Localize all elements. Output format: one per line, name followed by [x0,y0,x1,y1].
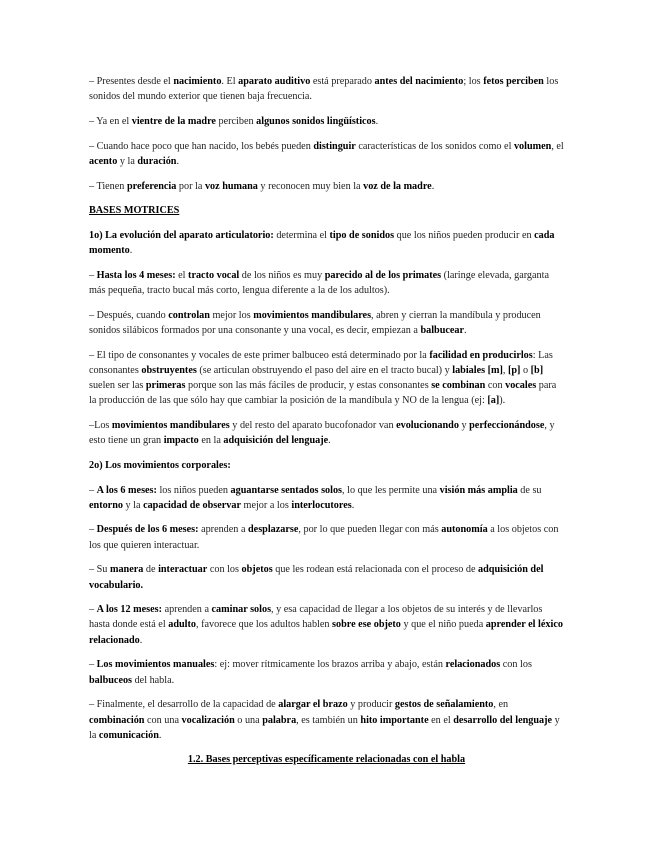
bold-text: facilidad en producirlos [429,349,533,361]
bold-text: aprender el léxico relacionado [89,619,563,646]
bold-text: alargar el brazo [278,699,348,711]
text: mejor a los [240,499,292,511]
paragraph [89,562,564,592]
bold-text: adulto [168,619,196,631]
bold-text: A los 12 meses: [96,604,163,616]
paragraph [89,657,564,687]
text: – Presentes desde el [89,76,174,87]
text: ; los [463,76,484,87]
text: – Su [89,564,110,576]
bold-text: tipo de sonidos [329,229,395,241]
text: . [328,435,331,447]
bold-text: objetos [241,564,273,576]
paragraph [89,602,564,648]
bold-text: relacionados [445,659,501,671]
text: porque son las más fáciles de producir, y estas consonantes [185,380,432,392]
text: , el [551,140,564,152]
text: , en [493,699,509,711]
bold-text: aguantarse sentados solos [230,484,343,496]
bold-text: manera [109,564,144,576]
text: con una [144,714,182,726]
text: que los niños pueden producir en [394,229,535,241]
bold-text: interlocutores [291,499,352,511]
paragraph [89,114,564,129]
bold-text: visión más amplia [439,484,518,496]
text: a los objetos con los que quieren interactuar. [89,524,559,551]
bold-text: autonomía [441,524,488,536]
bold-text: voz de la madre [363,180,432,192]
text: – [89,604,97,616]
text: perciben [215,115,257,127]
bold-text: labiales [m] [452,364,503,376]
bold-text: [p] [508,364,521,376]
bold-text: Después de los 6 meses: [96,524,199,536]
text: ). [499,395,506,407]
text: suelen ser las [89,380,146,392]
bold-text: evolucionando [396,419,459,431]
bold-text: palabra [262,714,297,726]
text: –Los [89,419,112,431]
text: los niños pueden [156,484,231,496]
text: para la producción de las que sólo hay que cambiar la posición de la mandíbula y NO de la lengua (ej: [89,380,557,407]
text: con los [207,564,242,576]
bold-text: movimientos mandibulares [253,309,372,321]
text: determina el [273,229,330,241]
bold-text: [b] [530,364,544,376]
bold-text: impacto [163,435,199,447]
text: y reconocen muy bien la [257,180,364,192]
bold-text: interactuar [158,564,208,576]
bold-text: vocalización [181,714,235,726]
text: mejor los [209,309,254,321]
text: . [431,180,435,192]
text: está preparado [310,76,375,87]
text: . [375,115,379,127]
section-2-title: 2o) Los movimientos corporales: [89,459,231,471]
bold-text: controlan [168,309,210,321]
text: (laringe elevada, garganta más pequeña, tracto bucal más corto, lengua diferente a la de los adultos). [89,269,549,297]
text: aprenden a [198,524,249,536]
text: – Finalmente, el desarrollo de la capacidad de [89,699,279,711]
text: . [158,729,162,741]
bold-text: comunicación [98,729,159,741]
text: del habla. [132,674,175,686]
bold-text: Hasta los 4 meses: [96,269,176,281]
bold-text: algunos sonidos lingüísticos [256,115,376,127]
bold-text: acento [89,155,118,167]
text: : ej: mover rítmicamente los brazos arriba y abajo, están [214,659,446,671]
text: : Las consonantes [89,349,553,376]
text: y la [117,155,138,167]
bold-text: antes del nacimiento [374,76,464,87]
text: – Cuando hace poco que han nacido, los bebés pueden [89,140,314,152]
paragraph [89,74,564,104]
text: y la [122,499,144,511]
bold-text: adquisición del vocabulario. [89,564,544,591]
text: o una [234,714,263,726]
paragraph [89,348,564,409]
paragraph [89,483,564,513]
bold-text: A los 6 meses: [96,484,157,496]
text: de los niños es muy [239,269,325,281]
text: y la [89,714,560,741]
text: el [175,269,189,281]
bold-text: se combinan [431,380,486,392]
text: , por lo que pueden llegar con más [298,524,442,536]
text: características de los sonidos como el [355,140,514,152]
text: . [464,324,467,336]
bold-text: entorno [89,499,123,511]
bold-text: 1o) La evolución del aparato articulatorio: [89,229,274,241]
bold-text: tracto vocal [188,269,240,281]
text: en la [198,435,224,447]
heading-text: BASES MOTRICES [89,205,180,217]
intro-paragraphs [89,74,564,194]
bold-text: gestos de señalamiento [394,699,494,711]
text: , lo que les permite una [342,484,440,496]
text: – Tienen [89,180,127,192]
bold-text: fetos perciben [483,76,544,87]
bold-text: combinación [89,714,145,726]
text: y del resto del aparato bucofonador van [229,419,397,431]
subsection-title [89,752,564,767]
bold-text: duración [137,155,177,167]
text: . [129,245,133,257]
bold-text: cada momento [89,229,555,257]
text: los sonidos del mundo exterior que tienen baja frecuencia. [89,76,559,103]
text: – El tipo de consonantes y vocales de este primer balbuceo está determinado por la [89,349,430,361]
bold-text: obstruyentes [141,364,197,376]
text: con los [500,659,532,671]
text: . El [221,76,239,87]
subsection-title-text: 1.2. Bases perceptivas específicamente relacionadas con el habla [187,754,466,766]
bold-text: caminar solos [211,604,272,616]
section-heading-bases-motrices [89,203,564,218]
text: – [89,484,97,496]
bold-text: perfeccionándose [469,419,545,431]
bold-text: balbucear [420,324,465,336]
paragraph [89,139,564,169]
text: – [89,269,97,281]
bold-text: adquisición del lenguaje [223,435,329,447]
text: (se articulan obstruyendo el paso del aire en el tracto bucal) y [196,364,453,376]
text: por la [176,180,205,192]
text: , abren y cierran la mandíbula y producen sonidos silábicos formados por una consonante y una vocal, es decir, empiezan a [89,309,541,336]
text: , es también un [296,714,361,726]
text: de su [517,484,542,496]
bold-text: movimientos mandibulares [111,419,230,431]
bold-text: vocales [505,380,537,392]
bold-text: Los movimientos manuales [96,659,215,671]
text: en el [428,714,454,726]
text: , favorece que los adultos hablen [195,619,333,631]
paragraph [89,179,564,194]
text: – Ya en el [89,115,132,127]
bold-text: hito importante [360,714,429,726]
bold-text: parecido al de los primates [324,269,442,281]
text: o [520,364,531,376]
text: . [139,634,143,646]
section-1-paragraphs [89,228,564,448]
bold-text: [a] [487,395,500,407]
paragraph [89,697,564,743]
bold-text: vientre de la madre [131,115,216,127]
text: , y esa capacidad de llegar a los objetos de su interés y de llevarlos hasta donde está el [89,604,543,631]
bold-text: sobre ese objeto [332,619,401,631]
text: aprenden a [162,604,212,616]
text: , y esto tiene un gran [89,419,555,447]
text: de [143,564,159,576]
bold-text: distinguir [313,140,356,152]
document-page [89,74,564,777]
text: . [176,155,179,167]
bold-text: voz humana [204,180,258,192]
bold-text: desplazarse [248,524,299,536]
text: y [458,419,470,431]
section-2-paragraphs [89,483,564,743]
text: que les rodean está relacionada con el proceso de [272,564,479,576]
text: , [502,364,508,376]
text: – Después, cuando [89,309,169,321]
paragraph [89,308,564,338]
paragraph [89,418,564,448]
bold-text: aparato auditivo [238,76,311,87]
paragraph [89,228,564,258]
paragraph [89,268,564,298]
bold-text: primeras [145,380,186,392]
text: – [89,659,97,671]
text: con [485,380,506,392]
bold-text: balbuceos [89,674,133,686]
paragraph [89,522,564,552]
bold-text: volumen [513,140,552,152]
text: y producir [347,699,395,711]
text: – [89,524,97,536]
bold-text: preferencia [126,180,177,192]
bold-text: desarrollo del lenguaje [453,714,553,726]
text: . [351,499,355,511]
bold-text: nacimiento [173,76,222,87]
bold-text: capacidad de observar [143,499,241,511]
text: y que el niño pueda [400,619,486,631]
